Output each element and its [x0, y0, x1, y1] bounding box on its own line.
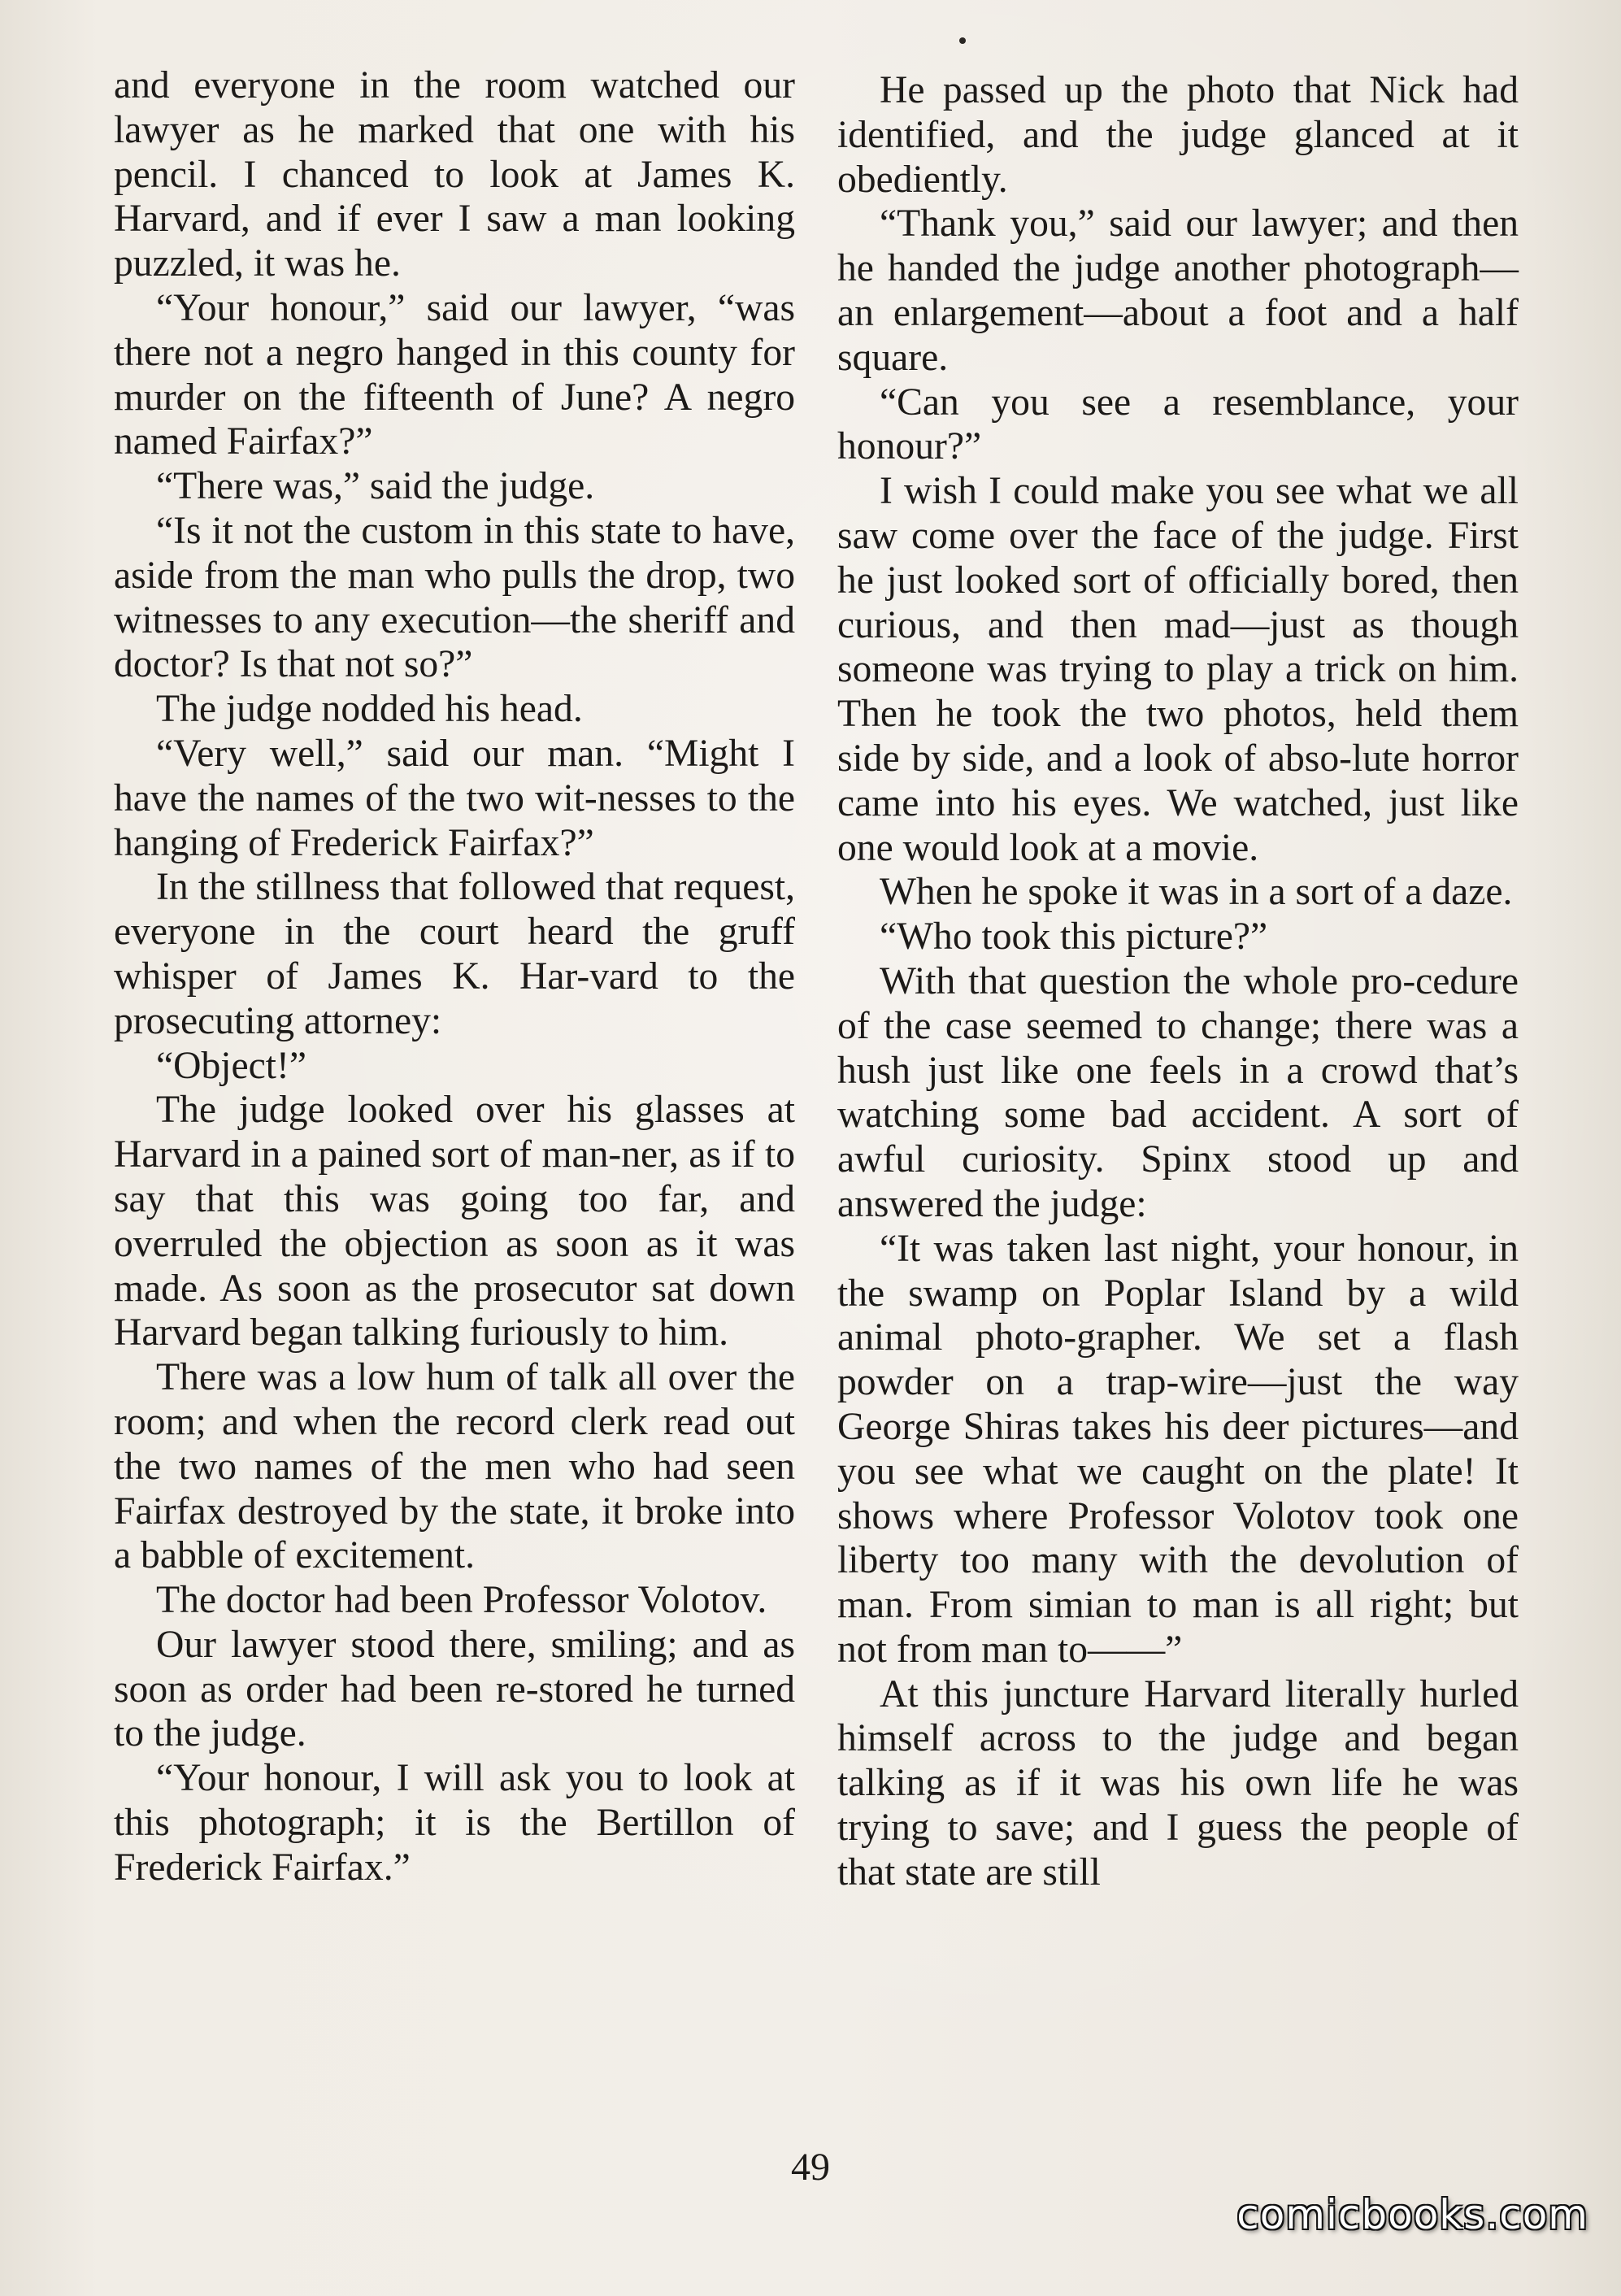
paragraph: and everyone in the room watched our lawyer as he marked that one with his pencil. I chanced to look at James K. Harvard, and if ever I saw a man looking puzzled, it was he. — [114, 64, 795, 285]
left-column — [114, 63, 795, 1890]
paragraph: In the stillness that followed that request, everyone in the court heard the gruff whisper of James K. Har-vard to the prosecuting attorney: — [114, 866, 795, 1042]
paragraph: When he spoke it was in a sort of a daze. — [880, 871, 1513, 914]
paragraph: The judge looked over his glasses at Harvard in a pained sort of man-ner, as if to say that this was going too far, and overruled the objection as soon as it was made. As soon as the prosecutor sat down Harvard began talking furiously to him. — [114, 1089, 795, 1355]
paragraph: I wish I could make you see what we all saw come over the face of the judge. First he just looked sort of officially bored, then curious, and then mad—just as though someone was trying to play a trick on him. Then he took the two photos, held them side by side, and a look of abso-lute horror came into his eyes. We watched, just like one would look at a movie. — [837, 470, 1519, 869]
paragraph: There was a low hum of talk all over the room; and when the record clerk read out the two names of the men who had seen Fairfax destroyed by the state, it broke into a babble of excitement. — [114, 1356, 795, 1577]
paragraph: With that question the whole pro-cedure of the case seemed to change; there was a hush just like one feels in a crowd that’s watching some bad accident. A sort of awful curiosity. Spinx stood up and answered the judge: — [837, 959, 1519, 1225]
paragraph: Our lawyer stood there, smiling; and as soon as order had been re-stored he turned to the judge. — [114, 1623, 795, 1755]
paragraph: He passed up the photo that Nick had identified, and the judge glanced at it obediently. — [837, 69, 1519, 201]
paragraph: The doctor had been Professor Volotov. — [156, 1579, 767, 1622]
paragraph: At this juncture Harvard literally hurled himself across to the judge and began talking as if it was his own life he was trying to save; and I guess the people of that state are still — [837, 1672, 1519, 1894]
paragraph: The judge nodded his head. — [156, 688, 583, 731]
paragraph: “Is it not the custom in this state to have, aside from the man who pulls the drop, two witnesses to any execution—the sheriff and doctor? Is that not so?” — [114, 509, 795, 686]
paragraph: “Can you see a resemblance, your honour?” — [837, 380, 1519, 468]
ink-dot — [959, 37, 966, 44]
paragraph: “It was taken last night, your honour, in the swamp on Poplar Island by a wild animal photo-grapher. We set a flash powder on a trap-wire—just the way George Shiras takes his deer pictures—and you see what we caught on the plate! It shows where Professor Volotov took one liberty too many with the devolution of man. From simian to man is all right; but not from man to——” — [837, 1227, 1519, 1671]
paragraph: “Object!” — [156, 1044, 306, 1087]
right-column — [837, 68, 1519, 1895]
paragraph: “Thank you,” said our lawyer; and then he handed the judge another photograph—an enlargement—about a foot and a half square. — [837, 202, 1519, 379]
paragraph: “Who took this picture?” — [880, 915, 1268, 959]
paragraph: “There was,” said the judge. — [156, 465, 595, 508]
paragraph: “Your honour, I will ask you to look at this photograph; it is the Bertillon of Frederick Fairfax.” — [114, 1757, 795, 1889]
watermark-logo: comicbooks.com — [1236, 2191, 1588, 2238]
page-number: 49 — [791, 2146, 830, 2189]
paragraph: “Your honour,” said our lawyer, “was there not a negro hanged in this county for murder on the fifteenth of June? A negro named Fairfax?” — [114, 286, 795, 463]
paragraph: “Very well,” said our man. “Might I have the names of the two wit-nesses to the hanging of Frederick Fairfax?” — [114, 732, 795, 864]
